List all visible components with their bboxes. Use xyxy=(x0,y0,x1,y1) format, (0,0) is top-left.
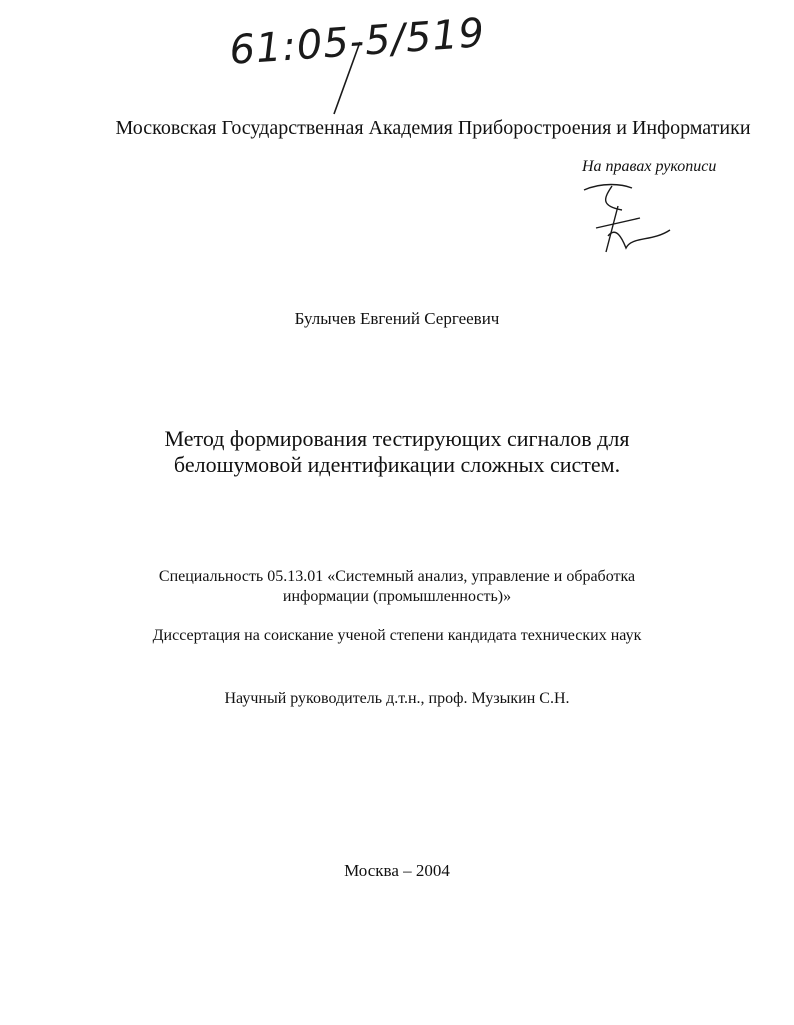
signature-mark xyxy=(582,176,682,256)
specialty-line-2: информации (промышленность)» xyxy=(282,588,512,605)
degree-statement: Диссертация на соискание ученой степени кандидата технических наук xyxy=(152,627,642,644)
organization-name: Московская Государственная Академия Приборостроения и Информатики xyxy=(115,117,751,139)
specialty-line-1: Специальность 05.13.01 «Системный анализ, управление и обработка xyxy=(158,568,636,585)
thesis-title-line-1: Метод формирования тестирующих сигналов для xyxy=(164,426,630,451)
archive-number-stroke xyxy=(320,40,380,120)
author-name: Булычев Евгений Сергеевич xyxy=(294,309,500,328)
archive-number-handwritten: 61:05-5/519 xyxy=(228,10,487,74)
scientific-advisor: Научный руководитель д.т.н., проф. Музыкин С.Н. xyxy=(224,690,570,707)
city-year: Москва – 2004 xyxy=(344,861,450,880)
manuscript-rights-note: На правах рукописи xyxy=(582,158,717,175)
thesis-title-line-2: белошумовой идентификации сложных систем. xyxy=(173,452,621,477)
